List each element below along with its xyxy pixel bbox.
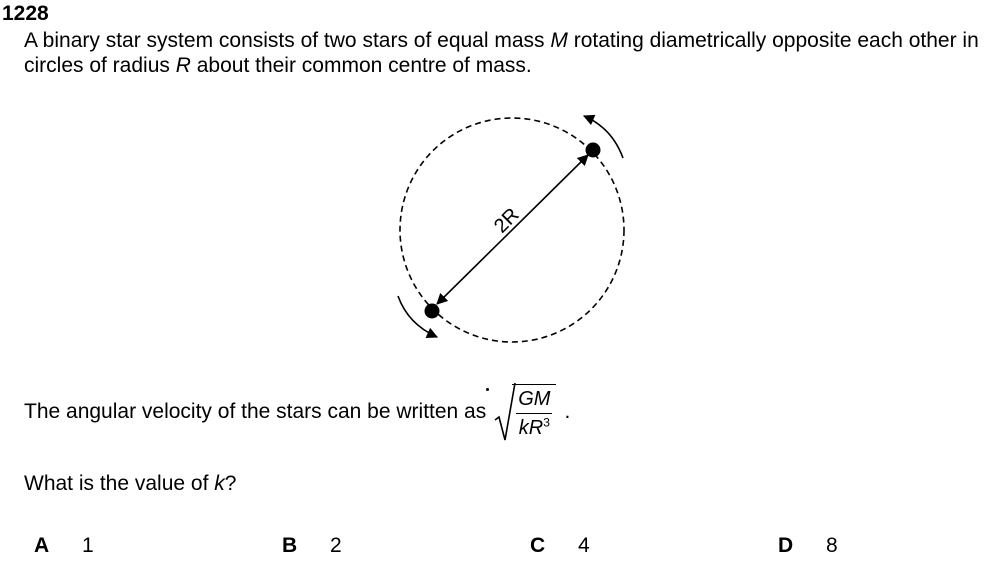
binary-star-diagram: [380, 100, 640, 350]
fraction-bar: [516, 413, 552, 414]
formula-numerator: GM: [518, 388, 551, 410]
prompt-text-1: What is the value of: [24, 472, 215, 495]
velocity-text: The angular velocity of the stars can be written as: [24, 400, 487, 423]
option-d-value: 8: [826, 534, 838, 557]
stem-text-3: about their common centre of mass.: [190, 54, 532, 77]
stem-radius-symbol: R: [175, 54, 191, 77]
formula-period: .: [564, 400, 571, 423]
option-a-value: 1: [82, 534, 94, 557]
option-c-value: 4: [578, 534, 590, 557]
star-bottom-left: [425, 304, 440, 319]
velocity-statement: [24, 380, 570, 444]
option-c[interactable]: [530, 534, 590, 558]
stem-text-2: rotating diametrically opposite each other in circles of radius: [24, 29, 979, 77]
denominator-exponent: 3: [543, 415, 550, 430]
option-b[interactable]: [282, 534, 342, 558]
option-b-letter: B: [282, 534, 298, 557]
prompt-k-symbol: k: [214, 472, 225, 495]
option-b-value: 2: [330, 534, 342, 557]
angular-velocity-formula: [494, 382, 556, 442]
prompt-text-2: ?: [224, 472, 237, 495]
formula-radicand: [512, 384, 556, 440]
star-top-right: [586, 143, 601, 158]
denominator-base: kR: [518, 417, 544, 439]
stem-paragraph: [24, 28, 999, 78]
stem-mass-symbol: M: [550, 29, 568, 52]
option-a-letter: A: [34, 534, 50, 557]
answer-options: [0, 534, 1001, 564]
question-prompt: [24, 472, 236, 496]
formula-denominator: [517, 416, 552, 440]
option-c-letter: C: [530, 534, 546, 557]
diameter-label: 2R: [489, 203, 524, 238]
question-number: 1228: [2, 2, 49, 25]
option-d-letter: D: [778, 534, 794, 557]
question-stem: [24, 28, 999, 78]
option-a[interactable]: [34, 534, 94, 558]
stem-text-1: A binary star system consists of two stars of equal mass: [24, 29, 551, 52]
option-d[interactable]: [778, 534, 838, 558]
